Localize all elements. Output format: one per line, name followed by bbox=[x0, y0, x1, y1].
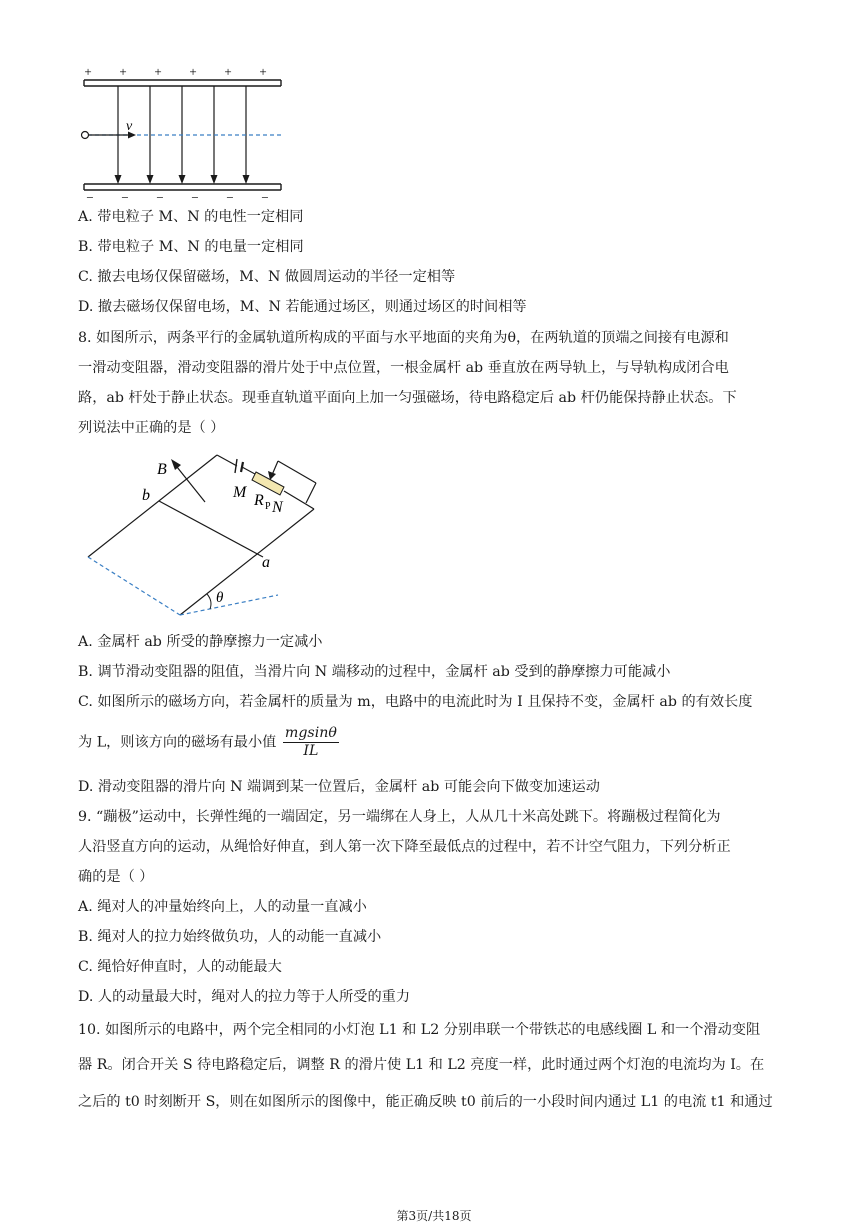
q8-stem-line3: 路，ab 杆处于静止状态。现垂直轨道平面向上加一匀强磁场，待电路稳定后 ab 杆仍能保持静止状态。下 bbox=[78, 390, 737, 406]
label-a: a bbox=[262, 554, 270, 571]
label-P: P bbox=[265, 501, 271, 512]
q7-option-d: D. 撤去磁场仅保留电场，M、N 若能通过场区，则通过场区的时间相等 bbox=[78, 299, 527, 315]
particle-icon bbox=[82, 132, 89, 139]
field-diagram bbox=[76, 64, 286, 204]
label-theta: θ bbox=[216, 590, 224, 606]
plus-sign: + bbox=[154, 64, 162, 79]
q9-option-a: A. 绳对人的冲量始终向上，人的动量一直减小 bbox=[78, 899, 367, 915]
q8-option-c-line2 bbox=[78, 725, 339, 760]
minus-sign: − bbox=[86, 190, 94, 205]
q9-stem-line2: 人沿竖直方向的运动，从绳恰好伸直，到人第一次下降至最低点的过程中，若不计空气阻力，下列分析正 bbox=[78, 839, 731, 855]
q8-stem-line2: 一滑动变阻器，滑动变阻器的滑片处于中点位置，一根金属杆 ab 垂直放在两导轨上，与导轨构成闭合电 bbox=[78, 360, 729, 376]
fraction-numerator: mgsinθ bbox=[284, 725, 337, 741]
q9-option-b: B. 绳对人的拉力始终做负功，人的动能一直减小 bbox=[78, 929, 382, 945]
plus-signs bbox=[84, 64, 266, 79]
minus-signs bbox=[86, 190, 268, 205]
label-N: N bbox=[272, 499, 283, 516]
q9-option-d: D. 人的动量最大时，绳对人的拉力等于人所受的重力 bbox=[78, 989, 411, 1005]
plus-sign: + bbox=[224, 64, 232, 79]
label-R: R bbox=[254, 492, 264, 509]
minus-sign: − bbox=[226, 190, 234, 205]
q7-option-c: C. 撤去电场仅保留磁场，M、N 做圆周运动的半径一定相等 bbox=[78, 269, 456, 285]
q8-option-a: A. 金属杆 ab 所受的静摩擦力一定减小 bbox=[78, 634, 323, 650]
label-M: M bbox=[233, 484, 247, 501]
velocity-label: v bbox=[126, 119, 133, 134]
plus-sign: + bbox=[189, 64, 197, 79]
plus-sign: + bbox=[259, 64, 267, 79]
rail-diagram bbox=[80, 445, 340, 625]
q9-stem-line3: 确的是（ ） bbox=[78, 869, 154, 885]
q8-stem-line4: 列说法中正确的是（ ） bbox=[78, 420, 225, 436]
page-footer: 第3页/共18页 bbox=[396, 1209, 472, 1223]
q10-stem-line3: 之后的 t0 时刻断开 S，则在如图所示的图像中，能正确反映 t0 前后的一小段时间内通过 L1 的电流 t1 和通过 bbox=[78, 1094, 773, 1110]
minus-sign: − bbox=[261, 190, 269, 205]
minus-sign: − bbox=[156, 190, 164, 205]
min-field-fraction bbox=[283, 725, 339, 760]
q9-option-c: C. 绳恰好伸直时，人的动能最大 bbox=[78, 959, 282, 975]
plus-sign: + bbox=[84, 64, 92, 79]
q8-stem-line1: 8. 如图所示，两条平行的金属轨道所构成的平面与水平地面的夹角为θ，在两轨道的顶端之间接有电源和 bbox=[78, 330, 729, 346]
minus-sign: − bbox=[191, 190, 199, 205]
q7-option-b: B. 带电粒子 M、N 的电量一定相同 bbox=[78, 239, 304, 255]
fraction-denominator: IL bbox=[303, 743, 319, 759]
q8-option-b: B. 调节滑动变阻器的阻值，当滑片向 N 端移动的过程中，金属杆 ab 受到的静摩擦力可能减小 bbox=[78, 664, 671, 680]
label-B: B bbox=[157, 461, 167, 478]
q10-stem-line1: 10. 如图所示的电路中，两个完全相同的小灯泡 L1 和 L2 分别串联一个带铁芯的电感线圈 L 和一个滑动变阻 bbox=[78, 1022, 761, 1038]
q7-option-a: A. 带电粒子 M、N 的电性一定相同 bbox=[78, 209, 304, 225]
label-b: b bbox=[142, 487, 150, 504]
minus-sign: − bbox=[121, 190, 129, 205]
q9-stem-line1: 9. “蹦极”运动中，长弹性绳的一端固定，另一端绑在人身上，人从几十米高处跳下。将蹦极过程简化为 bbox=[78, 809, 721, 825]
q10-stem-line2: 器 R。闭合开关 S 待电路稳定后，调整 R 的滑片使 L1 和 L2 亮度一样，此时通过两个灯泡的电流均为 I。在 bbox=[78, 1057, 765, 1073]
q8-option-d: D. 滑动变阻器的滑片向 N 端调到某一位置后，金属杆 ab 可能会向下做变加速运动 bbox=[78, 779, 600, 795]
q8-option-c-text: 为 L，则该方向的磁场有最小值 bbox=[78, 734, 277, 751]
q8-option-c-line1: C. 如图所示的磁场方向，若金属杆的质量为 m，电路中的电流此时为 I 且保持不变，金属杆 ab 的有效长度 bbox=[78, 694, 753, 710]
plus-sign: + bbox=[119, 64, 127, 79]
